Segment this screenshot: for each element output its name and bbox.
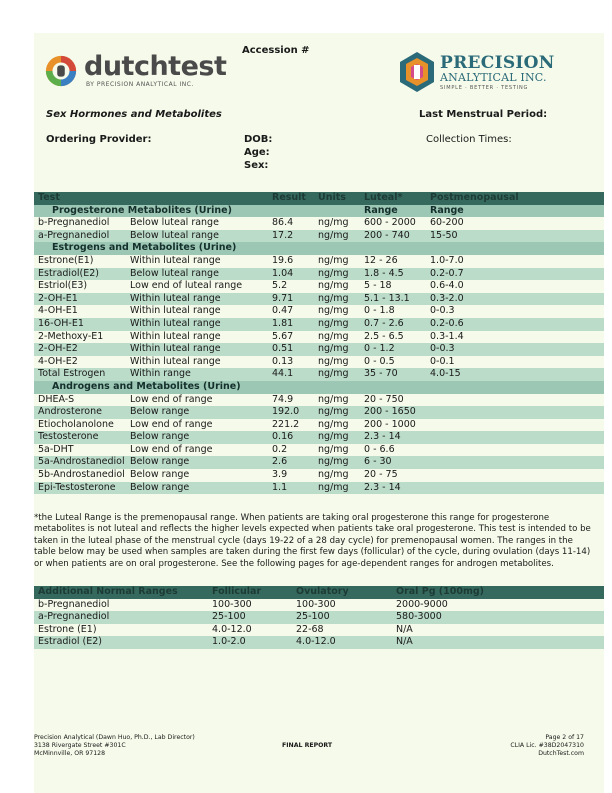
cell-test-name: 16-OH-E1	[34, 318, 126, 331]
cell-postmenopausal-range	[426, 482, 604, 495]
cell-status: Below range	[126, 456, 268, 469]
cell-postmenopausal-range: 0.3-1.4	[430, 330, 464, 342]
ordering-provider-label: Ordering Provider:	[46, 134, 152, 145]
cell-status: Within luteal range	[130, 330, 221, 342]
cell-status: Low end of luteal range	[130, 280, 243, 292]
additional-ranges-header	[34, 586, 604, 599]
footer-page-number: Page 2 of 17	[545, 734, 584, 741]
table-row	[34, 431, 604, 444]
table-row	[34, 268, 604, 281]
cell-test-name: Total Estrogen	[34, 368, 126, 381]
cell-status: Within luteal range	[130, 305, 221, 317]
table-row	[34, 230, 604, 243]
section-title: Androgens and Metabolites (Urine)	[34, 381, 604, 394]
cell-follicular: 100-300	[212, 598, 252, 610]
table-row	[34, 624, 604, 637]
cell-test-name: Testosterone	[34, 431, 126, 444]
section-header-row	[34, 205, 604, 218]
cell-result: 1.1	[268, 482, 314, 495]
cell-ovulatory: 100-300	[296, 598, 336, 610]
table-row	[34, 331, 604, 344]
cell-ovulatory: 4.0-12.0	[292, 636, 392, 649]
cell-units: ng/mg	[318, 330, 349, 342]
section-header-row	[34, 381, 604, 394]
additional-ranges-table	[34, 586, 604, 649]
cell-status: Below range	[130, 469, 190, 481]
cell-status: Within luteal range	[126, 343, 268, 356]
sex-label: Sex:	[244, 160, 269, 171]
cell-result: 1.81	[268, 318, 314, 331]
cell-result: 2.6	[268, 456, 314, 469]
footer-lab-info	[34, 734, 195, 758]
table-row	[34, 293, 604, 306]
cell-luteal-range: 200 - 740	[360, 230, 426, 243]
cell-postmenopausal-range	[426, 419, 604, 432]
cell-test-name: Estrone(E1)	[38, 254, 94, 266]
cell-result: 86.4	[272, 217, 294, 229]
cell-result: 0.47	[272, 305, 294, 317]
cell-postmenopausal-range: 0.6-4.0	[430, 280, 464, 292]
cell-luteal-range: 20 - 750	[364, 393, 404, 405]
ranges-header-ovulatory: Ovulatory	[292, 586, 392, 599]
cell-postmenopausal-range: 0-0.3	[430, 305, 455, 317]
cell-postmenopausal-range	[426, 394, 604, 407]
cell-range-name: Estrone (E1)	[38, 623, 97, 635]
footer-page-info	[504, 734, 584, 758]
dutchtest-logo-tagline: BY PRECISION ANALYTICAL INC.	[86, 81, 194, 88]
cell-status: Low end of range	[130, 443, 213, 455]
cell-result: 74.9	[272, 393, 294, 405]
last-menstrual-period-label: Last Menstrual Period:	[419, 109, 548, 120]
cell-units: ng/mg	[318, 469, 349, 481]
cell-status: Within luteal range	[130, 355, 221, 367]
cell-test-name: Etiocholanolone	[38, 418, 114, 430]
column-header-status	[126, 192, 268, 205]
cell-test-name: b-Pregnanediol	[38, 217, 110, 229]
cell-result: 3.9	[272, 469, 288, 481]
cell-units: ng/mg	[314, 343, 360, 356]
pa-logo-tagline: SIMPLE · BETTER · TESTING	[440, 84, 529, 91]
cell-status: Low end of range	[130, 393, 213, 405]
cell-luteal-range: 20 - 75	[364, 469, 398, 481]
cell-units: ng/mg	[314, 318, 360, 331]
table-row	[34, 356, 604, 369]
cell-postmenopausal-range	[426, 456, 604, 469]
column-header-postmenopausal: Postmenopausal	[426, 192, 604, 205]
cell-test-name: 2-Methoxy-E1	[38, 330, 104, 342]
cell-result: 44.1	[268, 368, 314, 381]
precision-analytical-logo	[398, 50, 555, 94]
cell-result: 0.16	[268, 431, 314, 444]
cell-follicular: 1.0-2.0	[208, 636, 292, 649]
cell-test-name: Androsterone	[34, 406, 126, 419]
results-table-body	[34, 205, 604, 495]
table-row	[34, 636, 604, 649]
cell-luteal-range: 1.8 - 4.5	[360, 268, 426, 281]
cell-luteal-range: 2.5 - 6.5	[364, 330, 404, 342]
table-row	[34, 469, 604, 482]
age-label: Age:	[244, 147, 270, 158]
column-header-result: Result	[268, 192, 314, 205]
cell-result: 19.6	[272, 254, 294, 266]
cell-units: ng/mg	[314, 406, 360, 419]
cell-test-name: Estriol(E3)	[38, 280, 88, 292]
cell-luteal-range: 0 - 6.6	[364, 443, 395, 455]
footer-site: DutchTest.com	[538, 750, 584, 757]
table-row	[34, 343, 604, 356]
cell-oral-pg: 2000-9000	[396, 598, 448, 610]
section-header-row	[34, 242, 604, 255]
cell-status: Within luteal range	[126, 318, 268, 331]
cell-postmenopausal-range: 60-200	[430, 217, 464, 229]
dob-label: DOB:	[244, 134, 273, 145]
cell-oral-pg: 580-3000	[392, 611, 604, 624]
cell-units: ng/mg	[318, 305, 349, 317]
cell-luteal-range: 200 - 1650	[360, 406, 426, 419]
cell-status: Below range	[126, 431, 268, 444]
cell-ovulatory: 25-100	[292, 611, 392, 624]
cell-postmenopausal-range	[426, 444, 604, 457]
cell-postmenopausal-range: 0.2-0.6	[426, 318, 604, 331]
cell-postmenopausal-range	[426, 469, 604, 482]
cell-luteal-range: 5.1 - 13.1	[360, 293, 426, 306]
cell-status: Below range	[126, 482, 268, 495]
table-row	[34, 280, 604, 293]
table-row	[34, 217, 604, 230]
cell-test-name: 2-OH-E2	[34, 343, 126, 356]
luteal-range-subheader: Range	[360, 205, 426, 218]
cell-status: Within luteal range	[126, 293, 268, 306]
cell-units: ng/mg	[318, 418, 349, 430]
cell-luteal-range: 35 - 70	[360, 368, 426, 381]
cell-postmenopausal-range: 0.3-2.0	[426, 293, 604, 306]
cell-postmenopausal-range	[426, 406, 604, 419]
cell-result: 9.71	[268, 293, 314, 306]
cell-result: 1.04	[268, 268, 314, 281]
table-row	[34, 444, 604, 457]
table-row	[34, 599, 604, 612]
pa-logo-line2: ANALYTICAL INC.	[440, 70, 547, 84]
cell-result: 5.67	[272, 330, 294, 342]
cell-test-name: DHEA-S	[38, 393, 75, 405]
ranges-header-follicular: Follicular	[208, 586, 292, 599]
cell-follicular: 4.0-12.0	[212, 623, 252, 635]
cell-units: ng/mg	[318, 254, 349, 266]
cell-test-name: 2-OH-E1	[34, 293, 126, 306]
cell-test-name: Epi-Testosterone	[34, 482, 126, 495]
cell-luteal-range: 600 - 2000	[364, 217, 416, 229]
table-row	[34, 419, 604, 432]
cell-postmenopausal-range: 0-0.1	[430, 355, 455, 367]
table-row	[34, 394, 604, 407]
cell-range-name: Estradiol (E2)	[34, 636, 208, 649]
cell-postmenopausal-range: 0-0.3	[426, 343, 604, 356]
cell-luteal-range: 0 - 1.2	[360, 343, 426, 356]
cell-status: Within luteal range	[130, 254, 221, 266]
cell-test-name: 5a-DHT	[38, 443, 74, 455]
dutchtest-logo-icon	[44, 54, 78, 88]
cell-luteal-range: 2.3 - 14	[360, 431, 426, 444]
results-table-header	[34, 192, 604, 205]
cell-luteal-range: 6 - 30	[360, 456, 426, 469]
table-row	[34, 368, 604, 381]
footer-clia: CLIA Lic. #38D2047310	[510, 742, 584, 749]
cell-postmenopausal-range	[426, 431, 604, 444]
cell-status: Below luteal range	[126, 230, 268, 243]
table-row	[34, 305, 604, 318]
ranges-header-oral: Oral Pg (100mg)	[392, 586, 604, 599]
luteal-range-note: *the Luteal Range is the premenopausal range. When patients are taking oral progesterone this range for progesterone metabolites is not luteal and reflects the higher levels expected when patients take oral progesterone. This test is intended to be taken in the luteal phase of the menstrual cycle (days 19-22 of a 28 day cycle) for premenopausal women. The ranges in the table below may be used when samples are taken during the first few days (follicular) of the cycle, during ovulation (days 11-14) or when patients are on oral progesterone. See the following pages for age-dependent ranges for androgen metabolites.	[34, 513, 591, 569]
footer-final-report: FINAL REPORT	[282, 742, 333, 749]
table-row	[34, 611, 604, 624]
cell-luteal-range: 0 - 1.8	[364, 305, 395, 317]
cell-units: ng/mg	[314, 268, 360, 281]
cell-result: 17.2	[268, 230, 314, 243]
cell-test-name: 4-OH-E2	[38, 355, 78, 367]
column-header-units: Units	[314, 192, 360, 205]
precision-analytical-logo-icon	[398, 50, 436, 94]
report-page	[34, 33, 604, 793]
column-header-test: Test	[34, 192, 126, 205]
cell-status: Below luteal range	[130, 217, 219, 229]
cell-result: 0.13	[272, 355, 294, 367]
table-row	[34, 318, 604, 331]
cell-luteal-range: 200 - 1000	[364, 418, 416, 430]
cell-result: 0.51	[268, 343, 314, 356]
cell-units: ng/mg	[318, 443, 349, 455]
cell-status: Low end of range	[130, 418, 213, 430]
cell-oral-pg: N/A	[392, 636, 604, 649]
postmenopausal-range-subheader: Range	[426, 205, 604, 218]
cell-units: ng/mg	[314, 482, 360, 495]
cell-units: ng/mg	[314, 293, 360, 306]
cell-postmenopausal-range: 4.0-15	[426, 368, 604, 381]
cell-status: Below luteal range	[126, 268, 268, 281]
results-table	[34, 192, 604, 494]
cell-units: ng/mg	[318, 217, 349, 229]
additional-ranges-body	[34, 599, 604, 649]
cell-result: 192.0	[268, 406, 314, 419]
cell-range-name: b-Pregnanediol	[38, 598, 110, 610]
cell-result: 221.2	[272, 418, 300, 430]
cell-status: Below range	[126, 406, 268, 419]
cell-result: 0.2	[272, 443, 288, 455]
cell-test-name: 5b-Androstanediol	[38, 469, 125, 481]
dutchtest-logo-name: dutchtest	[84, 51, 227, 82]
cell-units: ng/mg	[314, 456, 360, 469]
section-title: Progesterone Metabolites (Urine)	[34, 205, 360, 218]
cell-result: 5.2	[272, 280, 288, 292]
cell-test-name: 4-OH-E1	[38, 305, 78, 317]
cell-luteal-range: 0 - 0.5	[364, 355, 395, 367]
cell-postmenopausal-range: 15-50	[426, 230, 604, 243]
footer-lab-line3: McMinnville, OR 97128	[34, 750, 106, 757]
cell-postmenopausal-range: 0.2-0.7	[426, 268, 604, 281]
collection-times-label: Collection Times:	[426, 134, 512, 145]
cell-units: ng/mg	[318, 393, 349, 405]
cell-test-name: 5a-Androstanediol	[34, 456, 126, 469]
table-row	[34, 456, 604, 469]
cell-luteal-range: 0.7 - 2.6	[360, 318, 426, 331]
cell-test-name: a-Pregnanediol	[34, 230, 126, 243]
accession-label: Accession #	[242, 45, 310, 56]
ranges-header-name: Additional Normal Ranges	[34, 586, 208, 599]
footer-lab-line1: Precision Analytical (Dawn Huo, Ph.D., Lab Director)	[34, 734, 195, 741]
cell-luteal-range: 2.3 - 14	[360, 482, 426, 495]
cell-status: Within range	[126, 368, 268, 381]
table-row	[34, 255, 604, 268]
cell-postmenopausal-range: 1.0-7.0	[430, 254, 464, 266]
pa-logo-line1: PRECISION	[440, 52, 555, 73]
cell-luteal-range: 5 - 18	[364, 280, 392, 292]
cell-follicular: 25-100	[208, 611, 292, 624]
column-header-luteal: Luteal*	[360, 192, 426, 205]
footer-lab-line2: 3138 Rivergate Street #301C	[34, 742, 126, 749]
table-row	[34, 482, 604, 495]
cell-oral-pg: N/A	[396, 623, 413, 635]
cell-units: ng/mg	[314, 230, 360, 243]
cell-units: ng/mg	[318, 280, 349, 292]
cell-range-name: a-Pregnanediol	[34, 611, 208, 624]
dutchtest-logo	[44, 53, 226, 88]
cell-units: ng/mg	[318, 355, 349, 367]
cell-units: ng/mg	[314, 368, 360, 381]
cell-luteal-range: 12 - 26	[364, 254, 398, 266]
cell-ovulatory: 22-68	[296, 623, 324, 635]
table-row	[34, 406, 604, 419]
cell-test-name: Estradiol(E2)	[34, 268, 126, 281]
cell-units: ng/mg	[314, 431, 360, 444]
report-title: Sex Hormones and Metabolites	[46, 109, 222, 120]
section-title: Estrogens and Metabolites (Urine)	[34, 242, 604, 255]
